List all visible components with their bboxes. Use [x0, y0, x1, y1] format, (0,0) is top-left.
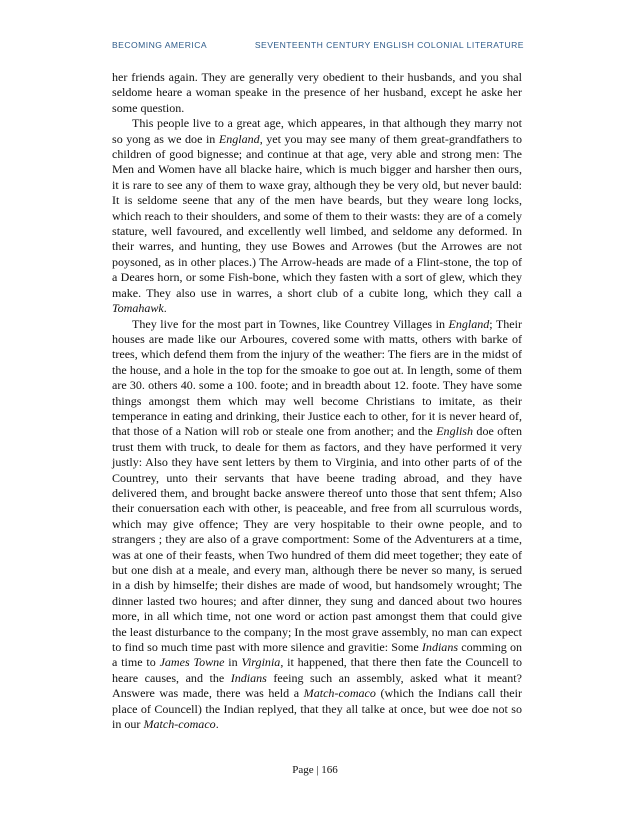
body-text	[112, 70, 522, 732]
paragraph	[112, 70, 522, 116]
text-run: feeing such an assembly, asked what it meant? Answere was made, there was held a	[112, 670, 522, 701]
text-run: in	[224, 655, 242, 670]
italic-text: Match-comaco	[303, 686, 376, 701]
page-number: 166	[321, 764, 338, 776]
page-footer	[0, 764, 630, 776]
paragraph	[112, 317, 522, 733]
text-run: , it happened, that there then fate the Councell to heare causes, and the	[112, 655, 522, 685]
paragraph	[112, 116, 522, 316]
text-run: This people live to a great age, which appeares, in that although they marry not so yong as we doe in	[112, 116, 522, 146]
header-book-title: BECOMING AMERICA	[112, 40, 208, 50]
italic-text: James Towne	[159, 655, 225, 670]
text-run: , yet you may see many of them great-grandfathers to children of good bignesse; and continue at that age, very able and strong men: The Men and Women have all blacke haire, which is much bigger and harsher then ours, it is rare to see any of them to waxe gray, although they be very old, but never bauld: It is seldome seene that any of the men have beards, but they weare long locks, which reach to their shoulders, and some of them to their wasts: they are of a comely stature, well favoured, and excellently well limbed, and seldome any deformed. In their warres, and hunting, they use Bowes and Arrowes (but the Arrowes are not poysoned, as in other places.) The Arrow-heads are made of a Flint-stone, the top of a Deares horn, or some Fish-bone, which they fasten with a sort of glew, which they make. They also use in warres, a short club of a cubite long, which they call a	[112, 131, 522, 300]
italic-text: Indians	[421, 640, 459, 655]
italic-text: Virginia	[241, 655, 281, 670]
text-run: (which the Indians call their place of Councell) the Indian replyed, that they all talke at once, but wee doe not so in our	[112, 686, 522, 732]
italic-text: Indians	[230, 670, 267, 685]
text-run: .	[215, 717, 219, 732]
italic-text: England	[218, 131, 260, 146]
text-run: her friends again. They are generally very obedient to their husbands, and you shal seldome heare a woman speake in the presence of her husband, except he aske her some question.	[112, 70, 522, 115]
header-section-title: SEVENTEENTH CENTURY ENGLISH COLONIAL LITERATURE	[254, 40, 524, 50]
text-run: They live for the most part in Townes, like Countrey Villages in	[132, 316, 449, 331]
page-separator: |	[316, 764, 319, 776]
italic-text: Match-comaco	[143, 717, 216, 732]
text-run: ; Their houses are made like our Arboures, covered some with matts, others with barke of trees, which defend them from the injury of the weather: The fiers are in the midst of the house, and a hole in the top for the smoake to goe out at. In length, some of them are 30. others 40. some a 100. foote; and in breadth about 12. foote. They have some things amongst them which may well become Christians to imitate, as their temperance in eating and drinking, their Justice each to other, for it is never heard of, that those of a Nation will rob or steale one from another; and the	[112, 316, 522, 439]
italic-text: Tomahawk	[112, 301, 164, 316]
italic-text: English	[436, 424, 474, 439]
text-run: doe often trust them with truck, to deale for them as factors, and they have performed it very justly: Also they have sent letters by them to Virginia, and into other parts of of the Countrey, unto their servants that have beene trading abroad, and they have delivered them, and brought backe answere thereof unto those that sent thfem; Also their conuersation each with other, is peaceable, and free from all scurrulous words, which may give offence; They are very hospitable to their owne people, and to strangers ; they are also of a grave comportment: Some of the Adventurers at a time, was at one of their feasts, when Two hundred of them did meet together; they eate of but one dish at a meale, and every man, although there be never so many, is serued in a dish by himselfe; their dishes are made of wood, but handsomely wrought; The dinner lasted two houres; and after dinner, they sung and danced about two houres more, in all which time, not one word or action past amongst them that could give the least disturbance to the company; In the most grave assembly, no man can expect to find so much time past with more silence and gravitie: Some	[112, 424, 523, 655]
text-run: .	[163, 301, 167, 316]
text-run: comming on a time to	[112, 640, 522, 670]
page-label: Page	[292, 764, 314, 776]
italic-text: England	[448, 316, 490, 331]
